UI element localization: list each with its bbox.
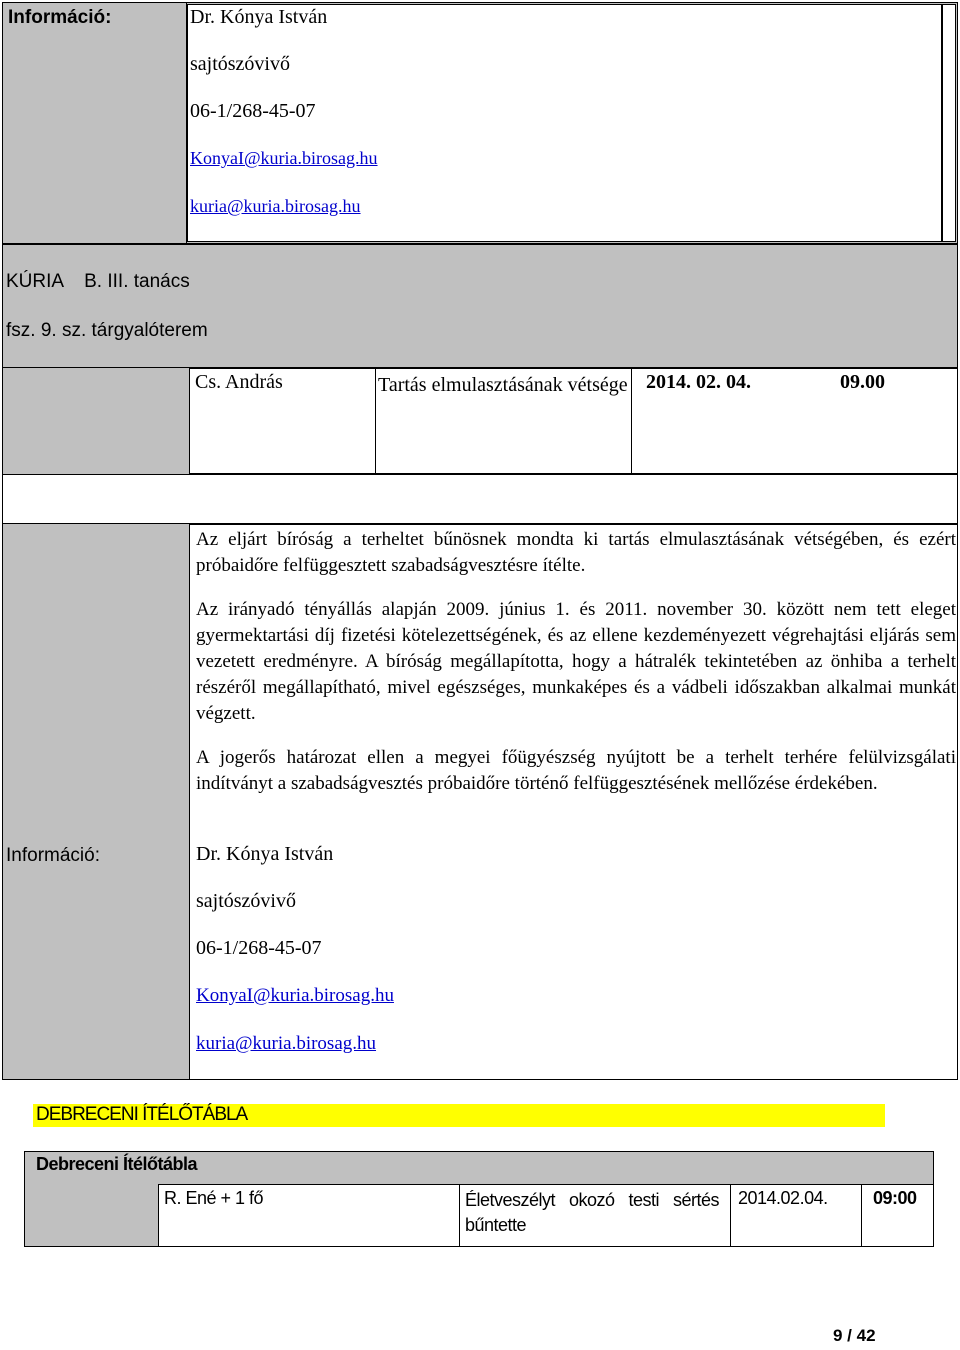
top-info-side-cell: [942, 4, 956, 242]
debrecen-defendant: R. Ené + 1 fő: [164, 1188, 264, 1208]
spokesperson-name: Dr. Kónya István: [190, 6, 328, 28]
kuria-council: KÚRIA B. III. tanács: [6, 271, 190, 292]
info2-email-link-kuria[interactable]: kuria@kuria.birosag.hu: [196, 1033, 377, 1054]
page-number: 9 / 42: [833, 1326, 876, 1345]
info2-phone: 06-1/268-45-07: [196, 937, 322, 959]
info2-email-link-konya[interactable]: KonyaI@kuria.birosag.hu: [196, 985, 394, 1006]
spacer-row: [2, 474, 958, 524]
summary-verdict: Az eljárt bíróság a terheltet bűnösnek mondta ki tartás elmulasztásának vétségében, és ezért próbaidőre felfüggesztett szabadságvesztésre ítélte.: [196, 529, 956, 576]
top-info-label-cell: [2, 2, 187, 244]
debrecen-court-name: Debreceni Ítélőtábla: [36, 1154, 198, 1174]
defendant-name: Cs. András: [195, 371, 283, 393]
debrecen-date: 2014.02.04.: [738, 1188, 828, 1208]
summary-appeal: A jogerős határozat ellen a megyei főügyészség nyújtott be a terhelt terhére felülvizsgálati indítványt a szabadságvesztés próbaidőre történő felfüggesztésének mellőzése érdekében.: [196, 747, 956, 794]
email-link-konya[interactable]: KonyaI@kuria.birosag.hu: [190, 148, 378, 168]
summary-facts: Az irányadó tényállás alapján 2009. június 1. és 2011. november 30. között nem tett eleget gyermektartási díj fizetési kötelezettségének, és az ellene kezdeményezett végrehajtási eljárás sem vezetett eredményre. A bíróság megállapította, hogy a hátralék tekintetében az önhiba a terhelt részéről megállapítható, mivel egészséges, munkaképes és a vádbeli időszakban alkalmai munkát végzett.: [196, 599, 956, 724]
hearing-time: 09.00: [840, 371, 885, 393]
kuria-header-cell: [2, 244, 958, 368]
info2-name: Dr. Kónya István: [196, 843, 334, 865]
debrecen-time: 09:00: [873, 1188, 917, 1208]
email-link-kuria[interactable]: kuria@kuria.birosag.hu: [190, 196, 361, 216]
hearing-date: 2014. 02. 04.: [646, 371, 751, 393]
divider: [631, 368, 632, 474]
phone-number: 06-1/268-45-07: [190, 100, 316, 122]
divider: [861, 1184, 862, 1247]
debrecen-banner-text: DEBRECENI ÍTÉLŐTÁBLA: [36, 1104, 248, 1125]
divider: [730, 1184, 731, 1247]
debrecen-banner: [33, 1104, 885, 1127]
info-label: Információ:: [8, 7, 112, 28]
spokesperson-role: sajtószóvivő: [190, 53, 290, 75]
debrecen-charge: Életveszélyt okozó testi sértés bűntette: [465, 1190, 719, 1235]
case-charge: Tartás elmulasztásának vétsége: [378, 374, 628, 396]
info2-label: Információ:: [6, 845, 100, 866]
divider: [459, 1184, 460, 1247]
info2-role: sajtószóvivő: [196, 890, 296, 912]
kuria-room: fsz. 9. sz. tárgyalóterem: [6, 320, 208, 341]
divider: [375, 368, 376, 474]
